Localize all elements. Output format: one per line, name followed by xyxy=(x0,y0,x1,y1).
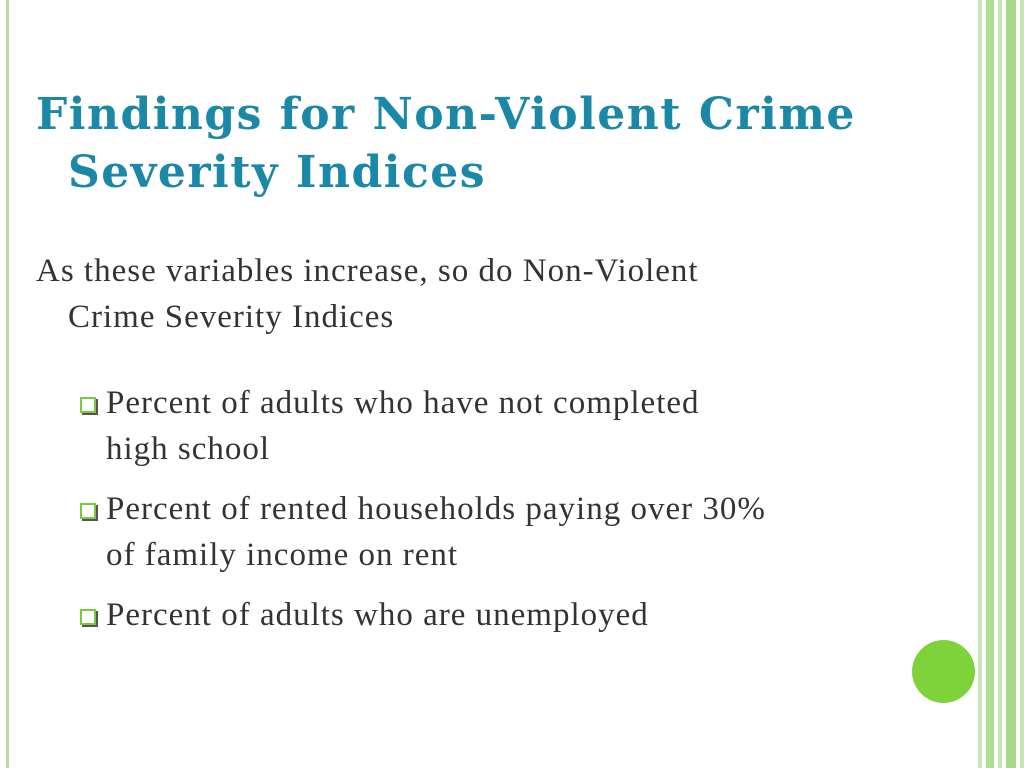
checkbox-bullet-icon xyxy=(80,609,96,625)
list-item xyxy=(78,486,978,578)
title-line-1: Findings for Non-Violent Crime xyxy=(36,89,856,140)
checkbox-bullet-icon xyxy=(80,503,96,519)
list-item xyxy=(78,592,978,638)
list-item xyxy=(78,380,978,472)
checkbox-bullet-icon xyxy=(80,397,96,413)
stripe-2 xyxy=(986,0,994,768)
stripe-4 xyxy=(1006,0,1016,768)
bullet-list xyxy=(78,380,978,652)
slide-title xyxy=(36,86,936,202)
bullet-3-line-1: Percent of adults who are unemployed xyxy=(106,597,649,633)
body-line-2: Crime Severity Indices xyxy=(68,299,395,335)
title-line-2: Severity Indices xyxy=(68,147,487,198)
stripe-3 xyxy=(998,0,1002,768)
bullet-1-line-2: high school xyxy=(106,431,271,467)
right-border-stripes xyxy=(976,0,1024,768)
left-border-stripe xyxy=(6,0,9,768)
bullet-2-line-2: of family income on rent xyxy=(106,537,459,573)
stripe-1 xyxy=(978,0,982,768)
body-line-1: As these variables increase, so do Non-Violent xyxy=(36,253,699,289)
bullet-1-line-1: Percent of adults who have not completed xyxy=(106,385,700,421)
green-circle-decoration xyxy=(912,640,975,703)
body-paragraph xyxy=(36,248,936,340)
bullet-2-line-1: Percent of rented households paying over 30% xyxy=(106,491,766,527)
stripe-5 xyxy=(1020,0,1024,768)
